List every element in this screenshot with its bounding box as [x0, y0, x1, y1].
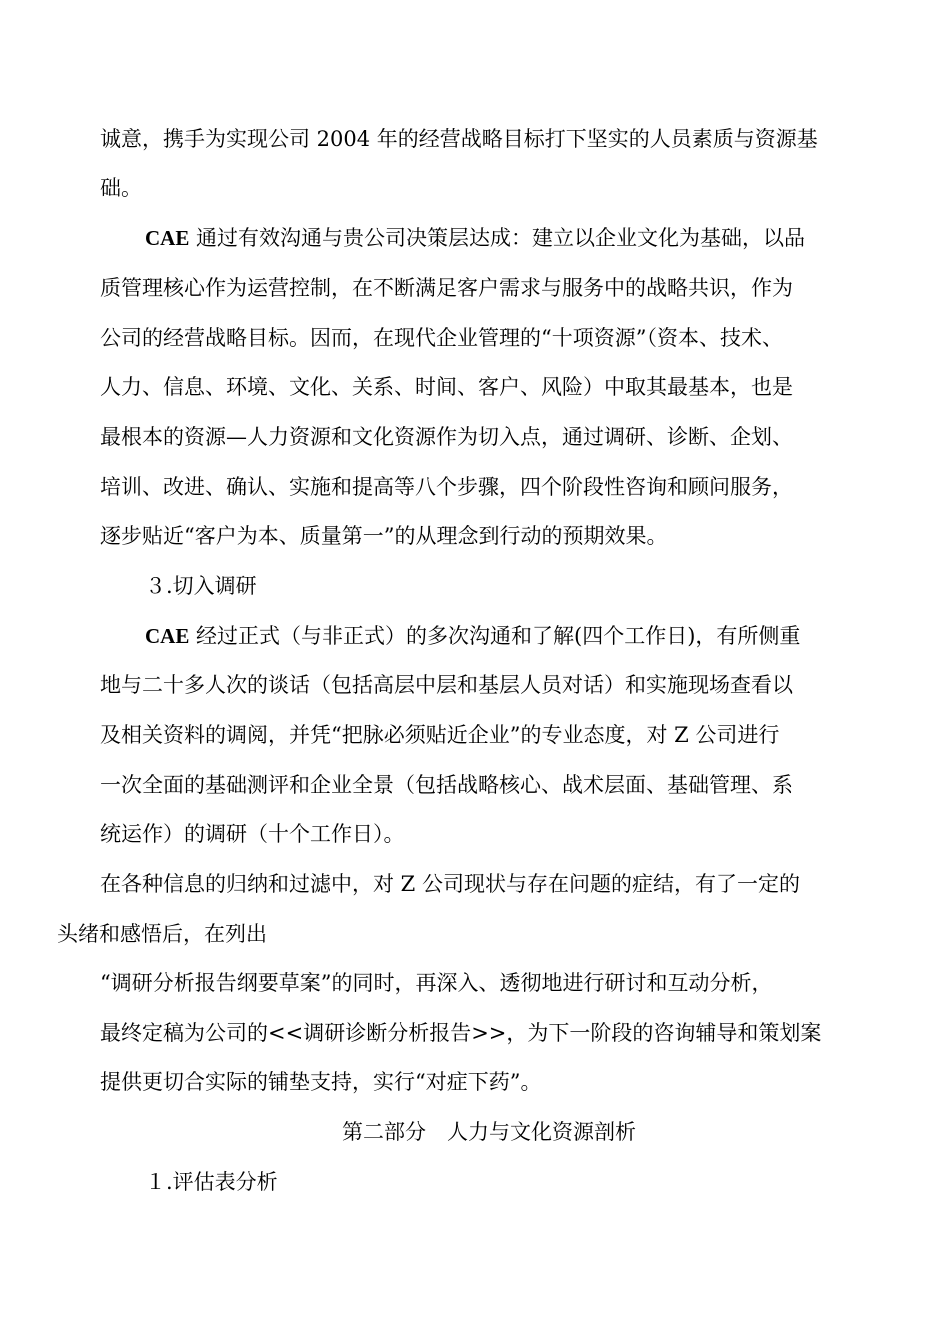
- paragraph-2-text: 通过有效沟通与贵公司决策层达成：建立以企业文化为基础，以品: [189, 226, 806, 250]
- section-heading-1: １.评估表分析: [145, 1170, 278, 1194]
- paragraph-1-line-1: 诚意，携手为实现公司 2004 年的经营战略目标打下坚实的人员素质与资源基: [100, 127, 818, 151]
- cae-label: CAE: [145, 226, 190, 250]
- part-title: 第二部分 人力与文化资源剖析: [342, 1120, 636, 1144]
- paragraph-3-line-1: [145, 622, 800, 650]
- paragraph-3-line-2: 地与二十多人次的谈话（包括高层中层和基层人员对话）和实施现场查看以: [100, 673, 793, 697]
- paragraph-3-text: 经过正式（与非正式）的多次沟通和了解(四个工作日)，有所侧重: [189, 624, 801, 648]
- cae-label: CAE: [145, 624, 190, 648]
- paragraph-4-line-1: 在各种信息的归纳和过滤中，对 Z 公司现状与存在问题的症结，有了一定的: [100, 872, 800, 896]
- paragraph-2-line-2: 质管理核心作为运营控制，在不断满足客户需求与服务中的战略共识，作为: [100, 276, 793, 300]
- paragraph-5-line-3: 提供更切合实际的铺垫支持，实行“对症下药”。: [100, 1070, 542, 1094]
- paragraph-3-line-4: 一次全面的基础测评和企业全景（包括战略核心、战术层面、基础管理、系: [100, 773, 793, 797]
- paragraph-2-line-1: [145, 224, 805, 252]
- paragraph-3-line-5: 统运作）的调研（十个工作日）。: [100, 822, 405, 846]
- paragraph-2-line-5: 最根本的资源—人力资源和文化资源作为切入点，通过调研、诊断、企划、: [100, 425, 793, 449]
- paragraph-5-line-1: “调研分析报告纲要草案”的同时，再深入、透彻地进行研讨和互动分析，: [100, 971, 773, 995]
- paragraph-2-line-4: 人力、信息、环境、文化、关系、时间、客户、风险）中取其最基本，也是: [100, 375, 793, 399]
- paragraph-4-line-2: 头绪和感悟后，在列出: [57, 922, 267, 946]
- paragraph-2-line-7: 逐步贴近“客户为本、质量第一”的从理念到行动的预期效果。: [100, 524, 668, 548]
- section-heading-3: ３.切入调研: [145, 574, 257, 598]
- paragraph-3-line-3: 及相关资料的调阅，并凭“把脉必须贴近企业”的专业态度，对 Z 公司进行: [100, 723, 780, 747]
- paragraph-2-line-6: 培训、改进、确认、实施和提高等八个步骤，四个阶段性咨询和顾问服务，: [100, 475, 793, 499]
- paragraph-1-line-2: 础。: [100, 176, 142, 200]
- paragraph-5-line-2: 最终定稿为公司的<<调研诊断分析报告>>，为下一阶段的咨询辅导和策划案: [100, 1021, 822, 1045]
- paragraph-2-line-3: 公司的经营战略目标。因而，在现代企业管理的“十项资源”（资本、技术、: [100, 326, 783, 350]
